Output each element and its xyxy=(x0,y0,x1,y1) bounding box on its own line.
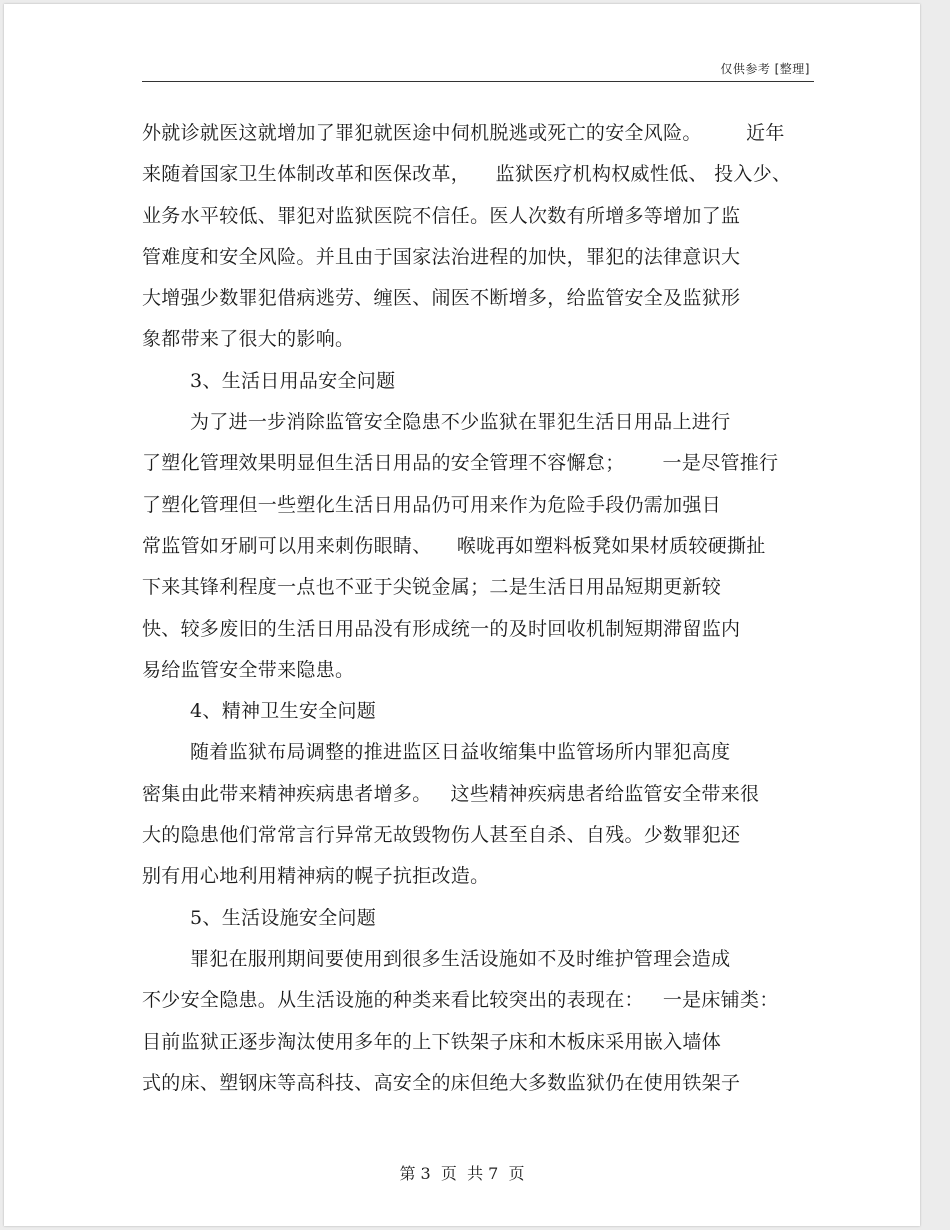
text-line: 常监管如牙刷可以用来刺伤眼睛、 喉咙再如塑料板凳如果材质较硬撕扯 xyxy=(142,534,766,557)
text-line: 象都带来了很大的影响。 xyxy=(142,328,355,351)
text-line: 外就诊就医这就增加了罪犯就医途中伺机脱逃或死亡的安全风险。 近年 xyxy=(142,122,785,144)
text-line: 5、生活设施安全问题 xyxy=(190,906,377,929)
text-line: 目前监狱正逐步淘汰使用多年的上下铁架子床和木板床采用嵌入墙体 xyxy=(142,1030,722,1053)
text-line: 罪犯在服刑期间要使用到很多生活设施如不及时维护管理会造成 xyxy=(190,947,731,970)
text-line: 快、较多废旧的生活日用品没有形成统一的及时回收机制短期滞留监内 xyxy=(142,617,741,640)
text-line: 大增强少数罪犯借病逃劳、缠医、闹医不断增多，给监管安全及监狱形 xyxy=(142,287,741,310)
text-line: 业务水平较低、罪犯对监狱医院不信任。医人次数有所增多等增加了监 xyxy=(142,204,741,227)
text-line: 大的隐患他们常常言行异常无故毁物伤人甚至自杀、自残。少数罪犯还 xyxy=(142,824,741,847)
text-line: 了塑化管理但一些塑化生活日用品仍可用来作为危险手段仍需加强日 xyxy=(142,493,722,516)
text-line: 4、精神卫生安全问题 xyxy=(190,700,377,723)
page-footer: 第 3 页 共 7 页 xyxy=(399,1164,525,1183)
document-page xyxy=(4,4,920,1226)
text-line: 式的床、塑钢床等高科技、高安全的床但绝大多数监狱仍在使用铁架子 xyxy=(142,1071,741,1094)
text-line: 3、生活日用品安全问题 xyxy=(190,369,396,392)
header-note: 仅供参考 [整理] xyxy=(720,62,810,76)
text-line: 易给监管安全带来隐患。 xyxy=(142,658,355,681)
text-line: 密集由此带来精神疾病患者增多。 这些精神疾病患者给监管安全带来很 xyxy=(142,782,760,805)
text-line: 不少安全隐患。从生活设施的种类来看比较突出的表现在： 一是床铺类： xyxy=(142,989,779,1012)
header-divider xyxy=(142,81,814,82)
text-line: 管难度和安全风险。并且由于国家法治进程的加快，罪犯的法律意识大 xyxy=(142,245,741,268)
text-line: 了塑化管理效果明显但生活日用品的安全管理不容懈怠； 一是尽管推行 xyxy=(142,452,779,475)
text-line: 随着监狱布局调整的推进监区日益收缩集中监管场所内罪犯高度 xyxy=(190,741,731,764)
text-line: 为了进一步消除监管安全隐患不少监狱在罪犯生活日用品上进行 xyxy=(190,411,731,434)
text-line: 下来其锋利程度一点也不亚于尖锐金属；二是生活日用品短期更新较 xyxy=(142,576,722,599)
text-line: 来随着国家卫生体制改革和医保改革， 监狱医疗机构权威性低、 投入少、 xyxy=(142,163,792,186)
body-text xyxy=(142,117,822,1108)
text-line: 别有用心地利用精神病的幌子抗拒改造。 xyxy=(142,865,490,888)
